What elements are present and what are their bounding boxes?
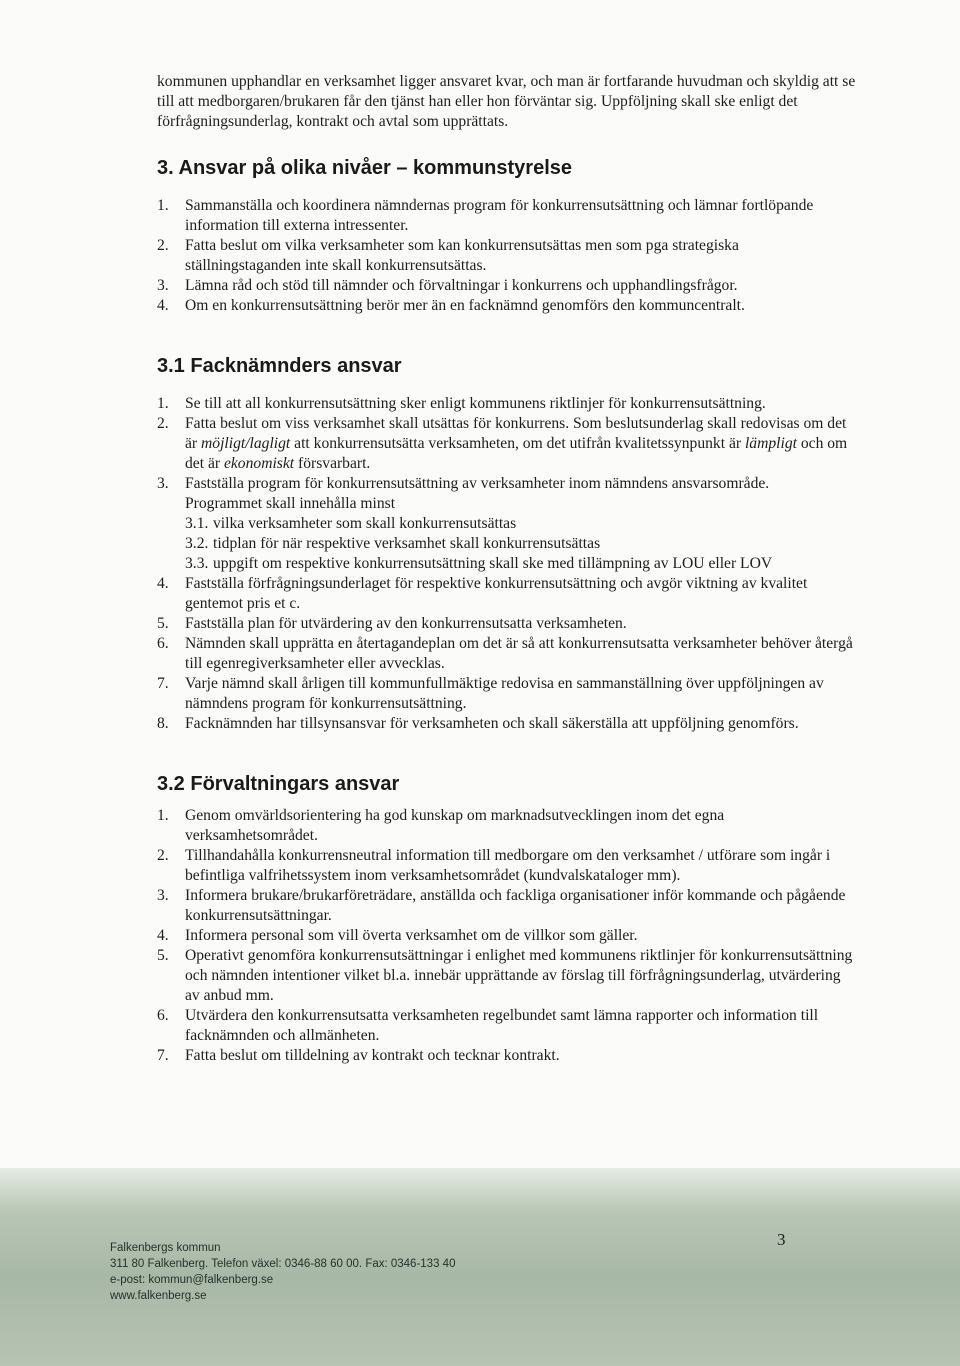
item-text: Fastställa förfrågningsunderlaget för respektive konkurrensutsättning och avgör viktning av kvalitet gentemot pris et c. bbox=[185, 575, 808, 612]
item-number: 5. bbox=[157, 615, 169, 632]
item-number: 1. bbox=[157, 197, 169, 214]
list-item bbox=[157, 846, 857, 886]
item-text: Utvärdera den konkurrensutsatta verksamheten regelbundet samt lämna rapporter och information till facknämnden och allmänheten. bbox=[185, 1007, 819, 1044]
item-text: tidplan för när respektive verksamhet skall konkurrensutsättas bbox=[213, 535, 601, 552]
item-text: Facknämnden har tillsynsansvar för verksamheten och skall säkerställa att uppföljning genomförs. bbox=[185, 715, 799, 732]
list-item bbox=[157, 926, 857, 946]
item-text: Se till att all konkurrensutsättning sker enligt kommunens riktlinjer för konkurrensutsättning. bbox=[185, 395, 766, 412]
item-number: 3. bbox=[157, 887, 169, 904]
list-item bbox=[157, 574, 857, 614]
section-3-2-heading: 3.2 Förvaltningars ansvar bbox=[157, 773, 400, 795]
item-text: Fastställa program för konkurrensutsättning av verksamheter inom nämndens ansvarsområde. bbox=[185, 475, 770, 492]
item-number: 3. bbox=[157, 475, 169, 492]
emphasis-text: ekonomiskt bbox=[223, 455, 295, 472]
sub-list bbox=[185, 514, 857, 574]
sub-list-item bbox=[185, 554, 857, 574]
page-number: 3 bbox=[777, 1230, 786, 1249]
list-item bbox=[157, 394, 857, 414]
footer-address: 311 80 Falkenberg. Telefon växel: 0346-88 60 00. Fax: 0346-133 40 bbox=[110, 1258, 456, 1270]
item-text: Genom omvärldsorientering ha god kunskap om marknadsutvecklingen inom det egna verksamhetsområdet. bbox=[185, 807, 725, 844]
sub-intro-text: Programmet skall innehålla minst bbox=[185, 495, 396, 512]
item-text: att konkurrensutsätta verksamheten, om det utifrån kvalitetssynpunkt är bbox=[290, 435, 745, 452]
item-text: Fatta beslut om tilldelning av kontrakt och tecknar kontrakt. bbox=[185, 1047, 560, 1064]
list-item bbox=[157, 474, 857, 574]
emphasis-text: lämpligt bbox=[744, 435, 797, 452]
item-number: 4. bbox=[157, 927, 169, 944]
footer-contact bbox=[110, 1240, 455, 1304]
item-number: 3.2. bbox=[185, 535, 209, 552]
footer-web: www.falkenberg.se bbox=[110, 1290, 207, 1302]
item-number: 6. bbox=[157, 635, 169, 652]
list-item bbox=[157, 296, 857, 316]
emphasis-text: möjligt/lagligt bbox=[201, 435, 291, 452]
footer-email: e-post: kommun@falkenberg.se bbox=[110, 1274, 274, 1286]
item-text: Fastställa plan för utvärdering av den konkurrensutsatta verksamheten. bbox=[185, 615, 627, 632]
footer-org: Falkenbergs kommun bbox=[110, 1242, 221, 1254]
item-text: uppgift om respektive konkurrensutsättning skall ske med tillämpning av LOU eller LOV bbox=[213, 555, 773, 572]
section-3-1-list bbox=[157, 394, 857, 734]
list-item bbox=[157, 196, 857, 236]
list-item bbox=[157, 1046, 857, 1066]
list-item bbox=[157, 1006, 857, 1046]
section-3-2-list bbox=[157, 806, 857, 1066]
item-text: vilka verksamheter som skall konkurrensutsättas bbox=[213, 515, 517, 532]
section-3-list bbox=[157, 196, 857, 316]
list-item bbox=[157, 414, 857, 474]
item-text: och om det är bbox=[185, 435, 848, 472]
item-number: 6. bbox=[157, 1007, 169, 1024]
item-number: 3.3. bbox=[185, 555, 209, 572]
list-item bbox=[157, 946, 857, 1006]
list-item bbox=[157, 674, 857, 714]
list-item bbox=[157, 236, 857, 276]
item-number: 7. bbox=[157, 675, 169, 692]
item-number: 8. bbox=[157, 715, 169, 732]
item-text: Nämnden skall upprätta en återtagandeplan om det är så att konkurrensutsatta verksamheter behöver återgå till egenregiverksamheter eller avvecklas. bbox=[185, 635, 853, 672]
section-3-1-heading: 3.1 Facknämnders ansvar bbox=[157, 355, 402, 377]
item-text: Om en konkurrensutsättning berör mer än en facknämnd genomförs den kommuncentralt. bbox=[185, 297, 745, 314]
item-text: Fatta beslut om viss verksamhet skall utsättas för konkurrens. Som beslutsunderlag skall redovisas om det är bbox=[185, 415, 847, 452]
list-item bbox=[157, 886, 857, 926]
item-text: Fatta beslut om vilka verksamheter som kan konkurrensutsättas men som pga strategiska ställningstaganden inte skall konkurrensutsättas. bbox=[185, 237, 739, 274]
item-number: 2. bbox=[157, 415, 169, 432]
list-item bbox=[157, 806, 857, 846]
item-text: Informera brukare/brukarföreträdare, anställda och fackliga organisationer inför kommande och pågående konkurrensutsättningar. bbox=[185, 887, 846, 924]
section-3-heading: 3. Ansvar på olika nivåer – kommunstyrelse bbox=[157, 157, 573, 179]
page-footer bbox=[0, 1168, 960, 1366]
page-content bbox=[157, 72, 857, 1066]
item-text: Informera personal som vill överta verksamhet om de villkor som gäller. bbox=[185, 927, 638, 944]
list-item bbox=[157, 614, 857, 634]
sub-list-item bbox=[185, 534, 857, 554]
item-number: 3.1. bbox=[185, 515, 209, 532]
item-number: 2. bbox=[157, 847, 169, 864]
item-number: 1. bbox=[157, 807, 169, 824]
list-item bbox=[157, 276, 857, 296]
item-text: Lämna råd och stöd till nämnder och förvaltningar i konkurrens och upphandlingsfrågor. bbox=[185, 277, 738, 294]
item-number: 5. bbox=[157, 947, 169, 964]
item-number: 4. bbox=[157, 575, 169, 592]
item-number: 3. bbox=[157, 277, 169, 294]
item-number: 4. bbox=[157, 297, 169, 314]
item-text: Varje nämnd skall årligen till kommunfullmäktige redovisa en sammanställning över uppföljningen av nämndens program för konkurrensutsättning. bbox=[185, 675, 824, 712]
item-number: 1. bbox=[157, 395, 169, 412]
item-number: 7. bbox=[157, 1047, 169, 1064]
item-text: försvarbart. bbox=[294, 455, 371, 472]
item-text: Sammanställa och koordinera nämndernas program för konkurrensutsättning och lämnar fortlöpande information till externa intressenter. bbox=[185, 197, 814, 234]
item-text: Tillhandahålla konkurrensneutral information till medborgare om den verksamhet / utförare som ingår i befintliga valfrihetssystem inom verksamhetsområdet (kundvalskataloger mm). bbox=[185, 847, 831, 884]
item-text: Operativt genomföra konkurrensutsättningar i enlighet med kommunens riktlinjer för konkurrensutsättning och nämnden intentioner vilket bl.a. innebär upprättande av förslag till förfrågningsunderlag, utvärdering av anbud mm. bbox=[185, 947, 853, 1004]
list-item bbox=[157, 634, 857, 674]
item-number: 2. bbox=[157, 237, 169, 254]
intro-paragraph: kommunen upphandlar en verksamhet ligger ansvaret kvar, och man är fortfarande huvudman och skyldig att se till att medborgaren/brukaren får den tjänst han eller hon förväntar sig. Uppföljning skall ske enligt det förfrågningsunderlag, kontrakt och avtal som upprättats. bbox=[157, 73, 856, 130]
sub-list-item bbox=[185, 514, 857, 534]
list-item bbox=[157, 714, 857, 734]
